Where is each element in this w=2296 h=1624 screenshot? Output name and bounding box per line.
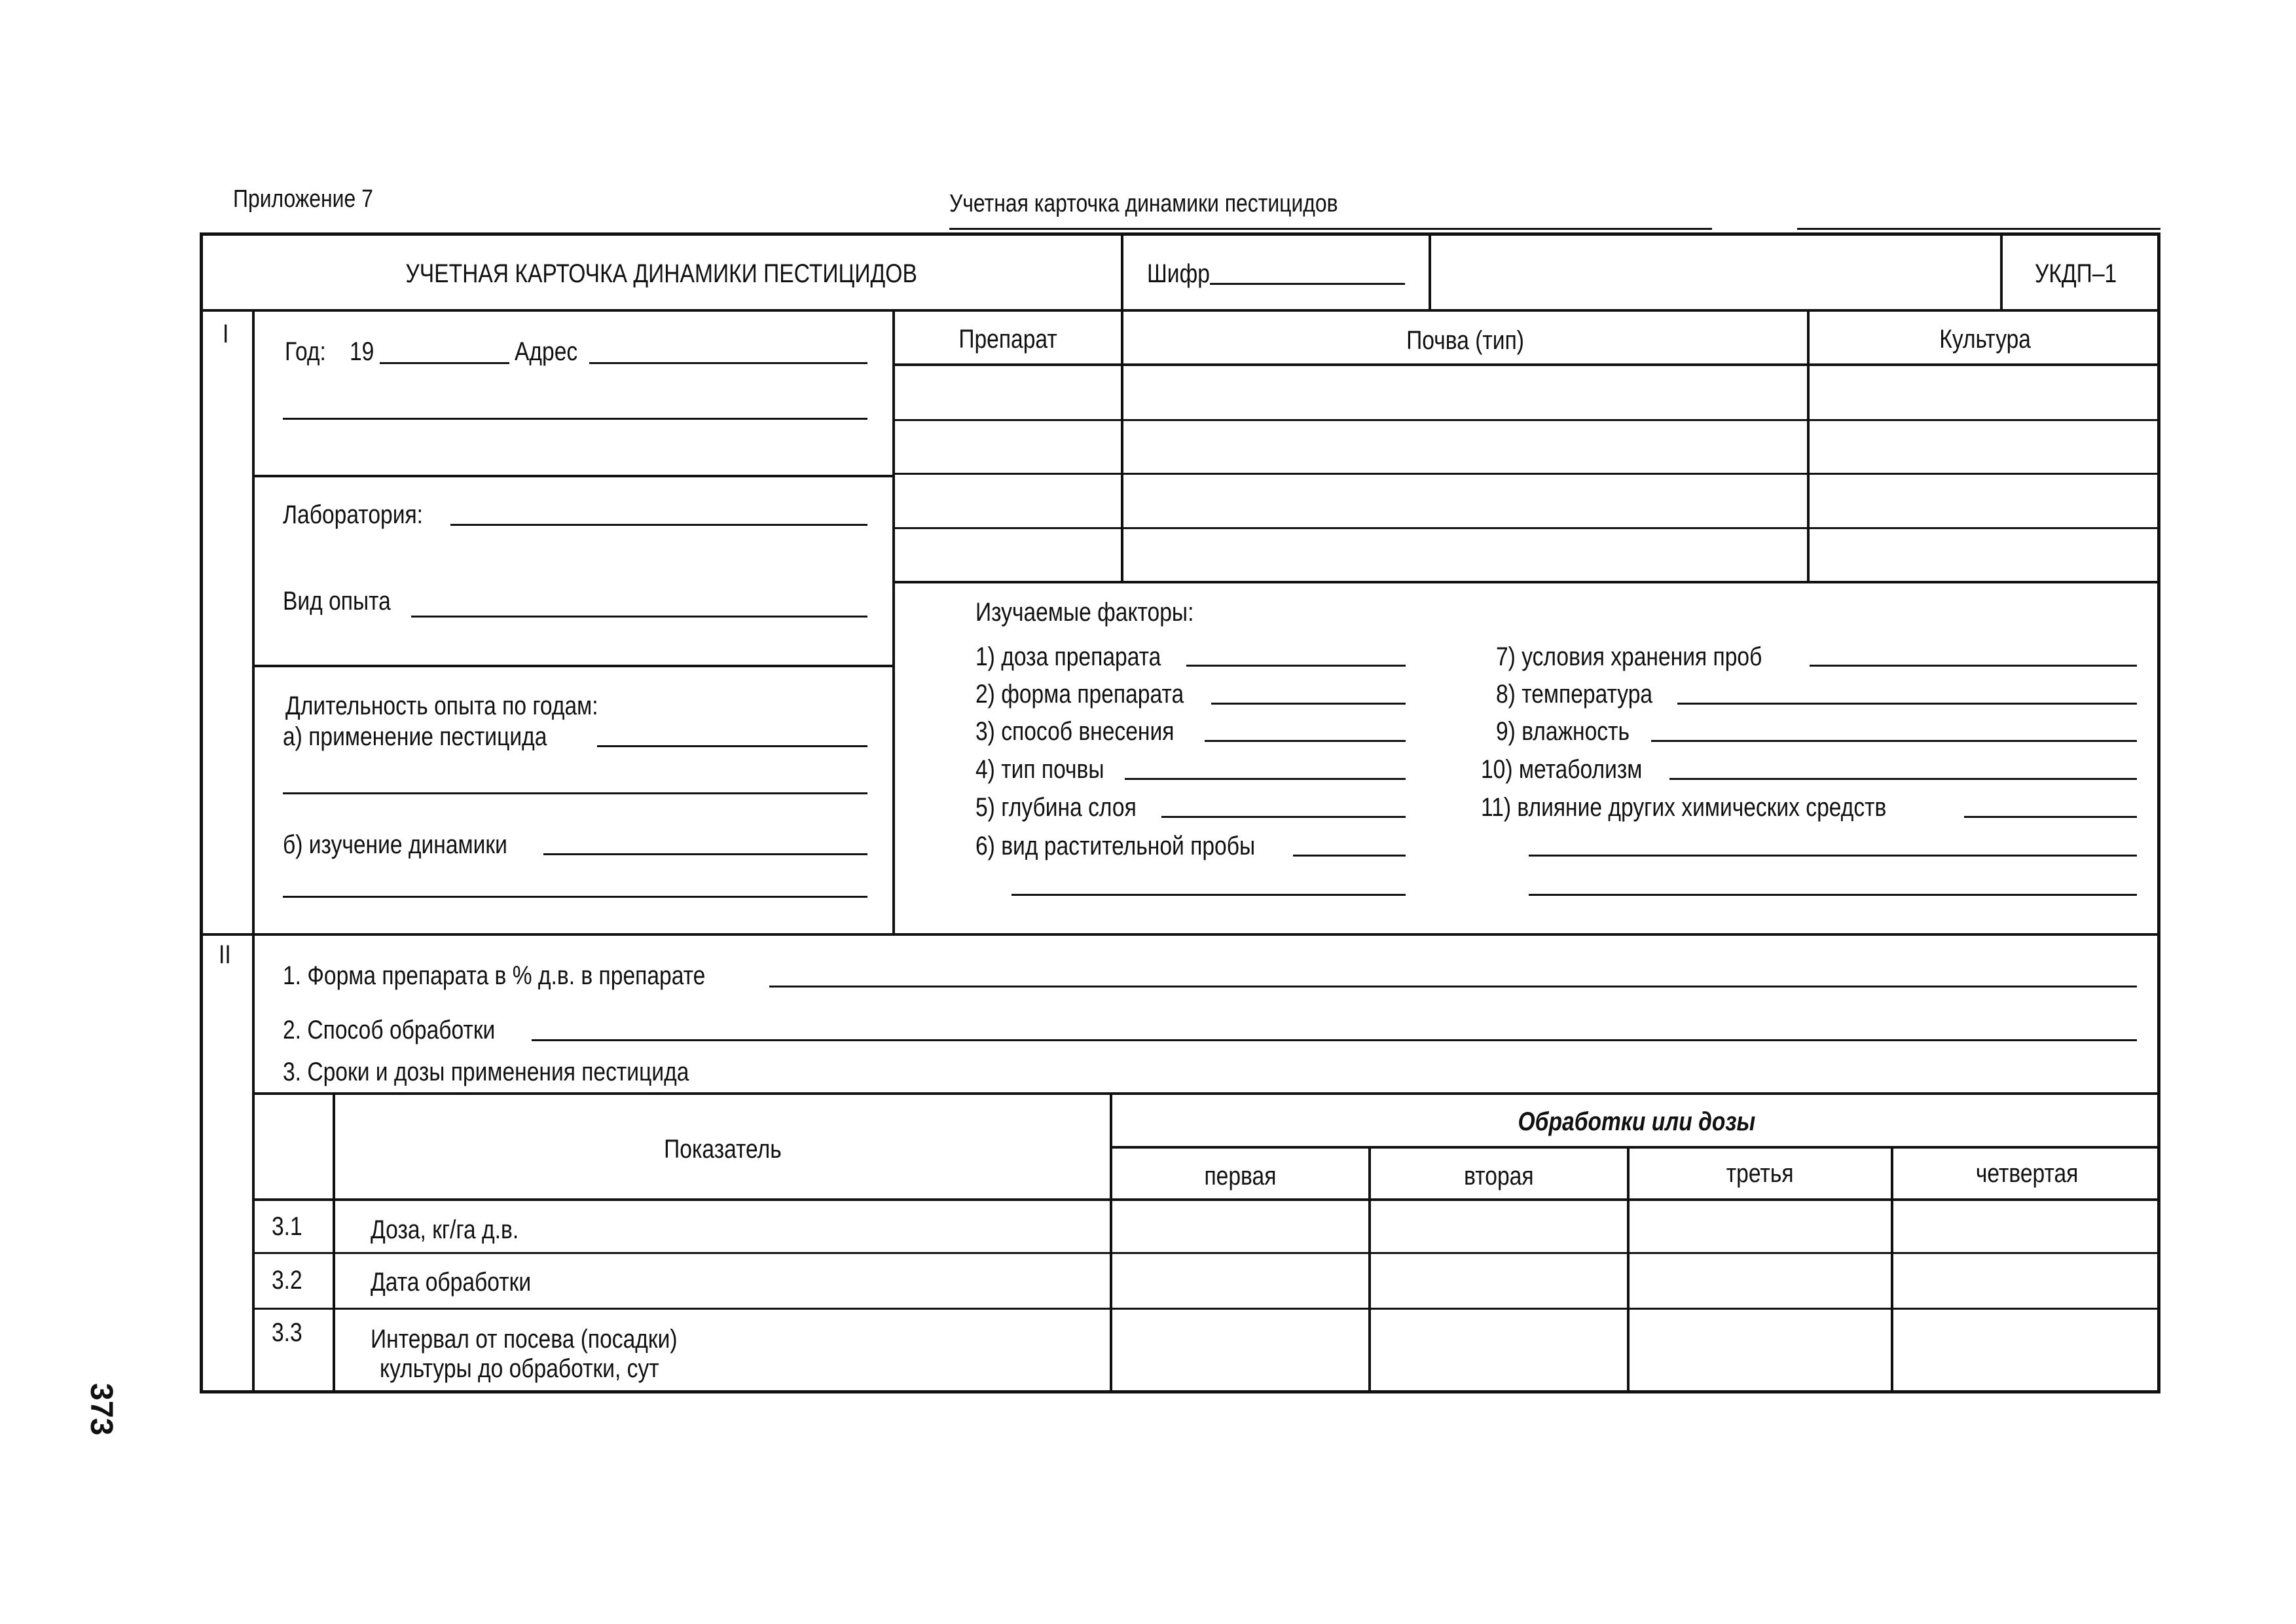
address-field[interactable] (589, 362, 867, 364)
row-3-label-line-2: культуры до обработки, сут (380, 1354, 659, 1383)
duration-a-label: а) применение пестицида (283, 722, 547, 751)
page-number: 373 (84, 1383, 118, 1436)
factor-6-field[interactable] (1293, 855, 1406, 857)
factor-10-field[interactable] (1669, 778, 2137, 780)
section1-left-divider (892, 309, 895, 934)
table2-top (252, 1092, 2160, 1095)
col-preparation: Препарат (958, 325, 1057, 354)
duration-a-field-line-2[interactable] (283, 792, 867, 794)
col-soil: Почва (тип) (1406, 326, 1524, 355)
treatments-header: Обработки или дозы (1518, 1107, 1755, 1136)
duration-b-field-line-2[interactable] (283, 896, 867, 898)
card-title: УЧЕТНАЯ КАРТОЧКА ДИНАМИКИ ПЕСТИЦИДОВ (405, 259, 917, 288)
row-1-label: Доза, кг/га д.в. (371, 1215, 519, 1244)
treatment-col-2: вторая (1464, 1162, 1534, 1190)
indicator-header: Показатель (663, 1135, 782, 1164)
experiment-type-field[interactable] (411, 616, 867, 618)
card-code: УКДП–1 (2035, 259, 2117, 288)
table2-group-header-bottom (1110, 1146, 2160, 1149)
item-2-label: 2. Способ обработки (283, 1016, 496, 1044)
duration-a-field[interactable] (597, 745, 867, 747)
left-block-line-1 (252, 475, 894, 477)
appendix-label: Приложение 7 (233, 185, 373, 213)
factor-4: 4) тип почвы (975, 755, 1104, 784)
factors-title: Изучаемые факторы: (975, 598, 1194, 627)
treatment-col-3: третья (1726, 1159, 1794, 1188)
table-bottom (892, 581, 2160, 583)
factor-11-field-line-3[interactable] (1529, 894, 2137, 896)
item-1-label: 1. Форма препарата в % д.в. в препарате (283, 961, 706, 990)
table-header-bottom (892, 363, 2160, 366)
title-divider-3 (2000, 232, 2003, 309)
treatment-col-1: первая (1204, 1162, 1277, 1190)
section-1-numeral: I (223, 320, 229, 348)
factor-3: 3) способ внесения (975, 717, 1175, 746)
table-row-line-1 (892, 419, 2160, 421)
factor-4-field[interactable] (1125, 778, 1406, 780)
item-1-field[interactable] (769, 986, 2137, 987)
factor-5-field[interactable] (1161, 816, 1406, 818)
duration-b-label: б) изучение динамики (283, 830, 507, 859)
factor-2: 2) форма препарата (975, 680, 1184, 709)
roman-column-divider (252, 309, 255, 1393)
factor-11: 11) влияние других химических средств (1481, 793, 1887, 822)
year-field[interactable] (380, 362, 509, 364)
factor-7: 7) условия хранения проб (1496, 642, 1762, 671)
factor-11-field[interactable] (1964, 816, 2137, 818)
section-divider (200, 933, 2160, 936)
factor-7-field[interactable] (1810, 665, 2137, 667)
factor-8: 8) температура (1496, 680, 1653, 709)
factor-8-field[interactable] (1677, 703, 2137, 705)
factor-1: 1) доза препарата (975, 642, 1161, 671)
row-2-num: 3.2 (272, 1266, 302, 1295)
duration-b-field[interactable] (543, 853, 867, 855)
address-field-line-2[interactable] (283, 418, 867, 420)
row-2-label: Дата обработки (371, 1268, 532, 1297)
running-title: Учетная карточка динамики пестицидов (949, 190, 1338, 217)
duration-label: Длительность опыта по годам: (285, 692, 598, 720)
header-rule (949, 228, 1712, 230)
factor-11-field-line-2[interactable] (1529, 855, 2137, 857)
header-rule-right (1797, 228, 2160, 230)
factor-6: 6) вид растительной пробы (975, 832, 1256, 860)
item-2-field[interactable] (532, 1039, 2137, 1041)
row-3-num: 3.3 (272, 1318, 302, 1347)
address-label: Адрес (515, 337, 578, 366)
title-row-bottom (200, 309, 2160, 312)
laboratory-label: Лаборатория: (283, 500, 423, 529)
year-label: Год: (285, 337, 326, 366)
cipher-field[interactable] (1210, 283, 1405, 285)
laboratory-field[interactable] (450, 524, 867, 526)
table2-indicator-divider (1110, 1092, 1112, 1393)
factor-2-field[interactable] (1211, 703, 1406, 705)
title-divider-2 (1429, 232, 1431, 309)
table-row-line-3 (892, 527, 2160, 529)
factor-9: 9) влажность (1496, 717, 1630, 746)
factor-10: 10) метаболизм (1481, 755, 1643, 784)
item-3-label: 3. Сроки и дозы применения пестицида (283, 1058, 689, 1086)
factor-5: 5) глубина слоя (975, 793, 1137, 822)
experiment-type-label: Вид опыта (283, 587, 391, 616)
table-row-line-2 (892, 473, 2160, 475)
table2-header-bottom (252, 1198, 2160, 1201)
col-culture: Культура (1939, 325, 2031, 354)
factor-9-field[interactable] (1651, 740, 2137, 742)
table2-row-line-1 (252, 1252, 2160, 1254)
title-divider-1 (1121, 232, 1123, 309)
row-3-label-line-1: Интервал от посева (посадки) (371, 1325, 678, 1354)
cipher-label: Шифр (1147, 259, 1210, 288)
treatment-col-4: четвертая (1975, 1159, 2079, 1188)
factor-1-field[interactable] (1186, 665, 1406, 667)
factor-3-field[interactable] (1205, 740, 1406, 742)
row-1-num: 3.1 (272, 1212, 302, 1241)
left-block-line-2 (252, 665, 894, 667)
section-2-numeral: II (219, 940, 231, 969)
factor-6-field-line-2[interactable] (1011, 894, 1406, 896)
year-prefix: 19 (350, 337, 374, 366)
table2-row-line-2 (252, 1308, 2160, 1310)
